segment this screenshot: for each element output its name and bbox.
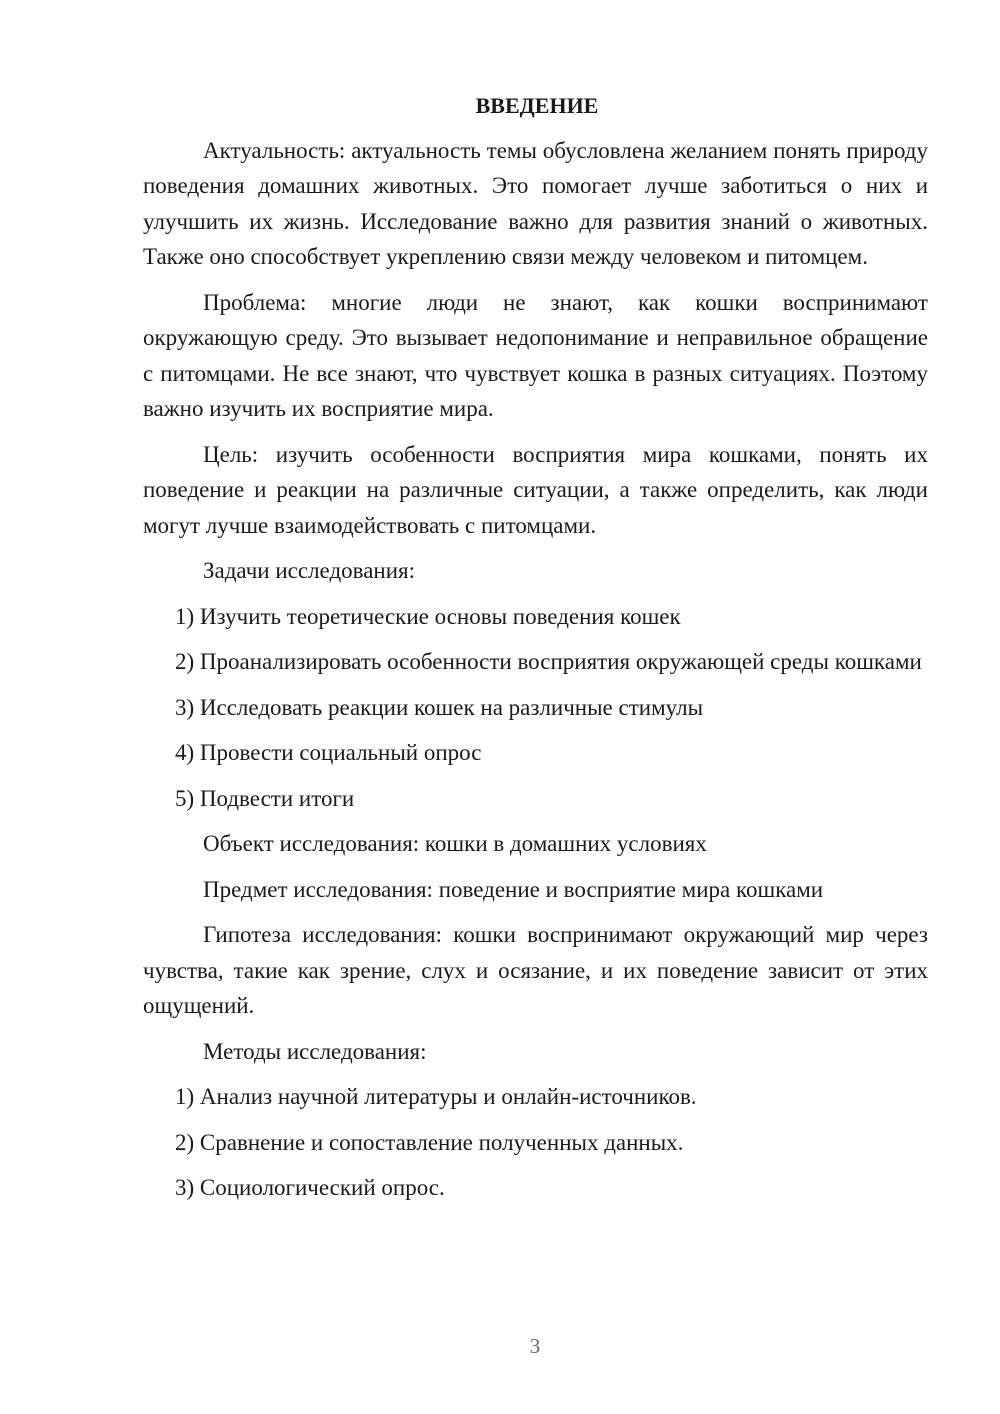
method-item-3: 3) Социологический опрос. bbox=[175, 1175, 445, 1200]
task-item-2: 2) Проанализировать особенности восприятия окружающей среды кошками bbox=[175, 649, 922, 674]
tasks-heading: Задачи исследования: bbox=[203, 558, 416, 583]
subject-paragraph: Предмет исследования: поведение и восприятие мира кошками bbox=[203, 876, 824, 902]
document-page bbox=[143, 88, 928, 1206]
method-item-2: 2) Сравнение и сопоставление полученных данных. bbox=[175, 1129, 684, 1155]
task-item-3: 3) Исследовать реакции кошек на различные стимулы bbox=[175, 694, 704, 720]
method-item-1: 1) Анализ научной литературы и онлайн-источников. bbox=[175, 1084, 697, 1109]
task-item-4: 4) Провести социальный опрос bbox=[175, 740, 482, 765]
task-item-5: 5) Подвести итоги bbox=[175, 785, 355, 811]
hypothesis-paragraph: Гипотеза исследования: кошки воспринимают окружающий мир через чувства, такие как зрение, слух и осязание, и их поведение зависит от этих ощущений. bbox=[143, 922, 928, 1018]
page-number: 3 bbox=[529, 1334, 541, 1358]
task-item-1: 1) Изучить теоретические основы поведения кошек bbox=[175, 603, 681, 629]
page-title: ВВЕДЕНИЕ bbox=[475, 93, 599, 118]
object-paragraph: Объект исследования: кошки в домашних условиях bbox=[203, 831, 707, 856]
relevance-paragraph: Актуальность: актуальность темы обусловлена желанием понять природу поведения домашних животных. Это помогает лучше заботиться о них и улучшить их жизнь. Исследование важно для развития знаний о животных. Также оно способствует укреплению связи между человеком и питомцем. bbox=[143, 137, 928, 269]
methods-heading: Методы исследования: bbox=[203, 1038, 427, 1064]
problem-paragraph: Проблема: многие люди не знают, как кошки воспринимают окружающую среду. Это вызывает недопонимание и неправильное обращение с питомцами. Не все знают, что чувствует кошка в разных ситуациях. Поэтому важно изучить их восприятие мира. bbox=[143, 289, 928, 421]
goal-paragraph: Цель: изучить особенности восприятия мира кошками, понять их поведение и реакции на различные ситуации, а также определить, как люди могут лучше взаимодействовать с питомцами. bbox=[143, 441, 928, 538]
